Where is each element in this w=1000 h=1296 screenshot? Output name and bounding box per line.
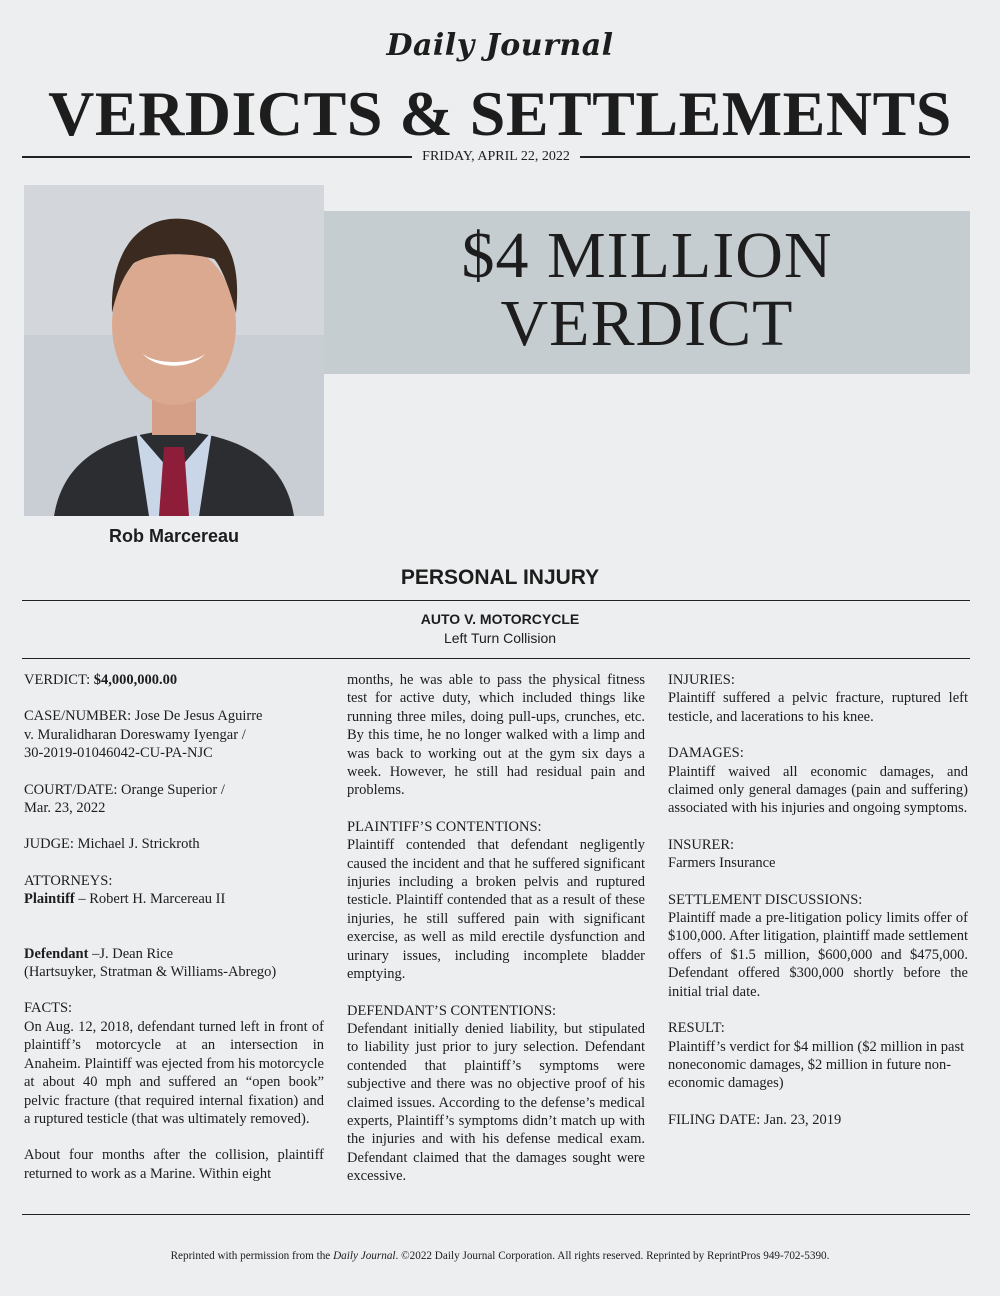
judge-entry (24, 835, 324, 853)
case-subcategory: Left Turn Collision (443, 630, 557, 646)
defendant-contentions-label: DEFENDANT’S CONTENTIONS: (347, 1002, 557, 1019)
defendant-attorney-label: Defendant (24, 945, 89, 962)
insurer-name: Farmers Insurance (668, 855, 776, 872)
dateline-rule-left (22, 156, 412, 158)
verdict-entry (24, 671, 324, 689)
case-line-1: Jose De Jesus Aguirre (134, 708, 263, 725)
injuries-label: INJURIES: (668, 672, 735, 688)
court-name: Orange Superior / (121, 781, 225, 798)
case-entry (24, 707, 324, 762)
case-line-2: v. Muralidharan Doreswamy Iyengar / (24, 726, 246, 743)
defendant-attorney-name: –J. Dean Rice (88, 945, 174, 962)
filing-label: FILING DATE: (668, 1111, 761, 1128)
section-rule-top (22, 600, 970, 601)
settlement-label: SETTLEMENT DISCUSSIONS: (668, 891, 863, 908)
headline-line-1: $4 MILLION (461, 219, 833, 292)
plaintiff-contentions (347, 818, 645, 984)
case-number: 30-2019-01046042-CU-PA-NJC (24, 745, 213, 762)
judge-name: Michael J. Strickroth (77, 836, 200, 853)
damages-entry (668, 744, 968, 818)
facts-entry-2 (24, 1146, 324, 1183)
result-entry (668, 1019, 968, 1093)
attorneys-label: ATTORNEYS: (24, 872, 113, 889)
verdict-label: VERDICT: (24, 672, 91, 688)
page-title: VERDICTS & SETTLEMENTS (48, 78, 952, 149)
court-date: Mar. 23, 2022 (24, 800, 106, 817)
attorney-photo (24, 185, 324, 516)
attorneys-entry (24, 872, 324, 909)
headline-line-2: VERDICT (500, 287, 794, 360)
injuries-entry (668, 671, 968, 726)
defendant-attorney-entry (24, 945, 324, 982)
facts-entry (24, 999, 324, 1128)
reprint-notice-pre: Reprinted with permission from the (170, 1250, 334, 1262)
column-1 (24, 671, 324, 1201)
defendant-firm: (Hartsuyker, Stratman & Williams-Abrego) (24, 964, 277, 981)
masthead-logo: Daily Journal (386, 28, 614, 63)
facts-label: FACTS: (24, 1000, 73, 1017)
dateline-rule-right (580, 156, 970, 158)
facts-continued: months, he was able to pass the physical fitness test for active duty, which included things like running three miles, doing pull-ups, crunches, etc. By this time, he no longer walked with a limp and was back to working out at the gym six days a week. However, he still had residual pain and problems. (347, 672, 645, 799)
defendant-contentions (347, 1002, 645, 1186)
plaintiff-contentions-text: Plaintiff contended that defendant negligently caused the incident and that he suffered significant injuries including a broken pelvis and ruptured testicle. Plaintiff contended that as a result of these injuries, he still suffered pain with significant exercise, as well as mild erectile dysfunction and urinary issues, including incomplete bladder emptying. (347, 837, 645, 983)
injuries-text: Plaintiff suffered a pelvic fracture, ruptured left testicle, and lacerations to his knee. (668, 690, 968, 725)
case-label: CASE/NUMBER: (24, 708, 132, 725)
defendant-contentions-text: Defendant initially denied liability, but stipulated to liability just prior to jury selection. Defendant contended that plaintiff’s symptoms were subjective and there was no objective proof of his claimed issues. According to the defense’s medical experts, Plaintiff’s symptoms didn’t match up with the injuries and with his defense medical exam. Defendant claimed that the damages sought were excessive. (347, 1020, 645, 1185)
plaintiff-attorney-name: – Robert H. Marcereau II (74, 891, 226, 908)
dateline (22, 146, 970, 168)
verdict-value: $4,000,000.00 (93, 672, 178, 688)
court-entry (24, 781, 324, 818)
damages-label: DAMAGES: (668, 745, 744, 762)
insurer-entry (668, 836, 968, 873)
reprint-notice (0, 1250, 1000, 1262)
case-category: AUTO V. MOTORCYCLE (420, 611, 580, 627)
result-text: Plaintiff’s verdict for $4 million ($2 million in past noneconomic damages, $2 million in future non-economic damages) (668, 1038, 965, 1092)
plaintiff-attorney-label: Plaintiff (24, 891, 75, 908)
judge-label: JUDGE: (24, 836, 74, 853)
facts-text-2: About four months after the collision, plaintiff returned to work as a Marine. Within eight (24, 1147, 324, 1182)
result-label: RESULT: (668, 1020, 725, 1037)
section-rule-bottom (22, 658, 970, 659)
plaintiff-contentions-label: PLAINTIFF’S CONTENTIONS: (347, 818, 542, 835)
settlement-entry (668, 891, 968, 1001)
court-label: COURT/DATE: (24, 781, 118, 798)
footer-rule (22, 1214, 970, 1215)
facts-text: On Aug. 12, 2018, defendant turned left in front of plaintiff’s motorcycle at an intersection in Anaheim. Plaintiff was ejected from his motorcycle at about 40 mph and suffered an “open book” pelvic fracture (that required internal fixation) and a ruptured testicle (that was ultimately removed). (24, 1018, 324, 1127)
filing-entry (668, 1111, 968, 1129)
headline (324, 219, 970, 360)
photo-caption: Rob Marcereau (108, 526, 240, 546)
reprint-journal-name: Daily Journal (333, 1250, 396, 1262)
column-3 (668, 671, 968, 1147)
insurer-label: INSURER: (668, 836, 735, 853)
issue-date: FRIDAY, APRIL 22, 2022 (422, 149, 570, 164)
portrait-image (24, 185, 324, 516)
reprint-notice-post: . ©2022 Daily Journal Corporation. All rights reserved. Reprinted by ReprintPros 949-702-5390. (395, 1250, 830, 1262)
filing-date: Jan. 23, 2019 (763, 1111, 842, 1128)
column-2 (347, 671, 645, 1204)
section-title: PERSONAL INJURY (400, 566, 600, 589)
settlement-text: Plaintiff made a pre-litigation policy limits offer of $100,000. After litigation, plaintiff made settlement offers of $1.5 million, $600,000 and $475,000. Defendant offered $300,000 shortly before the initial trial date. (668, 910, 968, 1000)
damages-text: Plaintiff waived all economic damages, and claimed only general damages (pain and suffering) associated with his injuries and ongoing symptoms. (668, 763, 968, 817)
